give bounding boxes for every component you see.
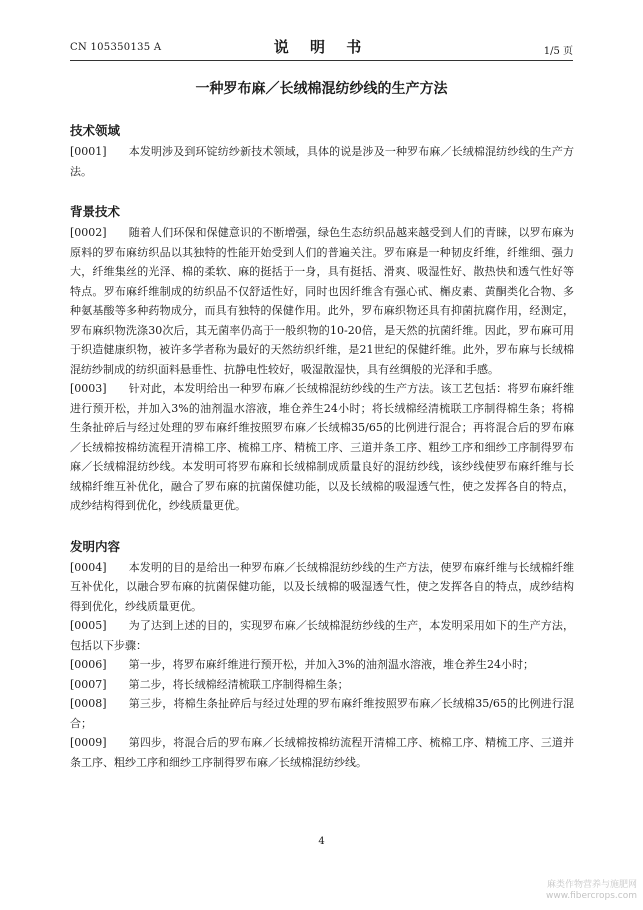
paragraph-text: 第四步，将混合后的罗布麻／长绒棉按棉纺流程开清棉工序、梳棉工序、精梳工序、三道并条工序、粗纱工序和细纱工序制得罗布麻／长绒棉混纺纱线。 <box>70 736 574 769</box>
paragraph-0009 <box>70 733 574 772</box>
section-technical-field <box>70 122 574 181</box>
paragraph-0003 <box>70 379 574 516</box>
section-heading: 发明内容 <box>70 538 121 554</box>
document-number: CN 105350135 A <box>70 42 162 53</box>
page-indicator: 1/5 页 <box>543 46 573 57</box>
paragraph-0005 <box>70 616 574 655</box>
document-body <box>70 122 574 772</box>
paragraph-number: [0004] <box>70 560 107 574</box>
section-background <box>70 203 574 516</box>
paragraph-number: [0002] <box>70 226 107 239</box>
paragraph-number: [0005] <box>70 619 107 632</box>
paragraph-text: 第三步，将棉生条扯碎后与经过处理的罗布麻纤维按照罗布麻／长绒棉35/65的比例进行混合； <box>70 697 574 730</box>
page-header <box>70 36 573 61</box>
paragraph-text: 第一步，将罗布麻纤维进行预开松，并加入3%的油剂温水溶液，堆仓养生24小时； <box>128 658 535 671</box>
watermark <box>546 880 637 902</box>
paragraph-0001 <box>70 142 574 181</box>
paragraph-text: 本发明的目的是给出一种罗布麻／长绒棉混纺纱线的生产方法，使罗布麻纤维与长绒棉纤维互补优化，以融合罗布麻的抗菌保健功能，以及长绒棉的吸湿透气性，使之发挥各自的特点，成纱结构得到优化，纱线质量更优。 <box>70 560 574 613</box>
paragraph-number: [0007] <box>70 677 107 691</box>
paragraph-text: 为了达到上述的目的，实现罗布麻／长绒棉混纺纱线的生产，本发明采用如下的生产方法，包括以下步骤： <box>70 619 574 652</box>
paragraph-number: [0001] <box>70 145 107 158</box>
document-type: 说 明 书 <box>273 38 370 56</box>
section-summary <box>70 538 574 773</box>
paragraph-0007 <box>70 675 574 695</box>
watermark-url: www.fibercrops.com <box>546 891 637 901</box>
paragraph-0008 <box>70 694 574 733</box>
paragraph-number: [0006] <box>70 658 107 671</box>
paragraph-0002 <box>70 223 574 379</box>
paragraph-number: [0008] <box>70 697 107 710</box>
paragraph-0006 <box>70 655 574 675</box>
document-title: 一种罗布麻／长绒棉混纺纱线的生产方法 <box>195 81 448 97</box>
paragraph-text: 第二步，将长绒棉经清梳联工序制得棉生条； <box>128 677 349 691</box>
paragraph-number: [0009] <box>70 736 107 749</box>
page-number: 4 <box>318 836 325 847</box>
section-heading: 背景技术 <box>70 204 121 219</box>
paragraph-0004 <box>70 558 574 617</box>
paragraph-number: [0003] <box>70 382 107 395</box>
paragraph-text: 随着人们环保和保健意识的不断增强，绿色生态纺织品越来越受到人们的青睐，以罗布麻为原料的罗布麻纺织品以其独特的性能开始受到人们的普遍关注。罗布麻是一种韧皮纤维，纤维细、强力大，纤维集丝的光泽、棉的柔软、麻的挺括于一身，具有挺括、滑爽、吸湿性好、散热快和透气性好等特点。罗布麻纤维制成的纺织品不仅舒适性好，同时也因纤维含有强心甙、槲皮素、黄酮类化合物、多种氨基酸等多种药物成分，而具有独特的保健作用。此外，罗布麻织物还具有抑菌抗腐作用，经测定，罗布麻织物洗涤30次后，其无菌率仍高于一般织物的10-20倍，是天然的抗菌纤维。因此，罗布麻可用于织造健康织物，被许多学者称为最好的天然纺织纤维，是21世纪的保健纤维。此外，罗布麻与长绒棉混纺纱制成的纺织面料悬垂性、抗静电性较好，吸湿散湿快，具有丝绸般的光泽和手感。 <box>70 226 574 376</box>
paragraph-text: 针对此，本发明给出一种罗布麻／长绒棉混纺纱线的生产方法。该工艺包括：将罗布麻纤维进行预开松，并加入3%的油剂温水溶液，堆仓养生24小时；将长绒棉经清梳联工序制得棉生条；将棉生条扯碎后与经过处理的罗布麻纤维按照罗布麻／长绒棉35/65的比例进行混合；再将混合后的罗布麻／长绒棉按棉纺流程开清棉工序、梳棉工序、精梳工序、三道并条工序、粗纱工序和细纱工序制得罗布麻／长绒棉混纺纱线。本发明可将罗布麻和长绒棉制成质量良好的混纺纱线，该纱线使罗布麻纤维与长绒棉纤维互补优化，融合了罗布麻的抗菌保健功能，以及长绒棉的吸湿透气性，使之发挥各自的特点，成纱结构得到优化，纱线质量更优。 <box>70 382 574 512</box>
watermark-site-name: 麻类作物营养与施肥网 <box>546 880 637 890</box>
section-heading: 技术领域 <box>70 123 121 138</box>
paragraph-text: 本发明涉及到环锭纺纱新技术领域，具体的说是涉及一种罗布麻／长绒棉混纺纱线的生产方法。 <box>70 145 574 178</box>
